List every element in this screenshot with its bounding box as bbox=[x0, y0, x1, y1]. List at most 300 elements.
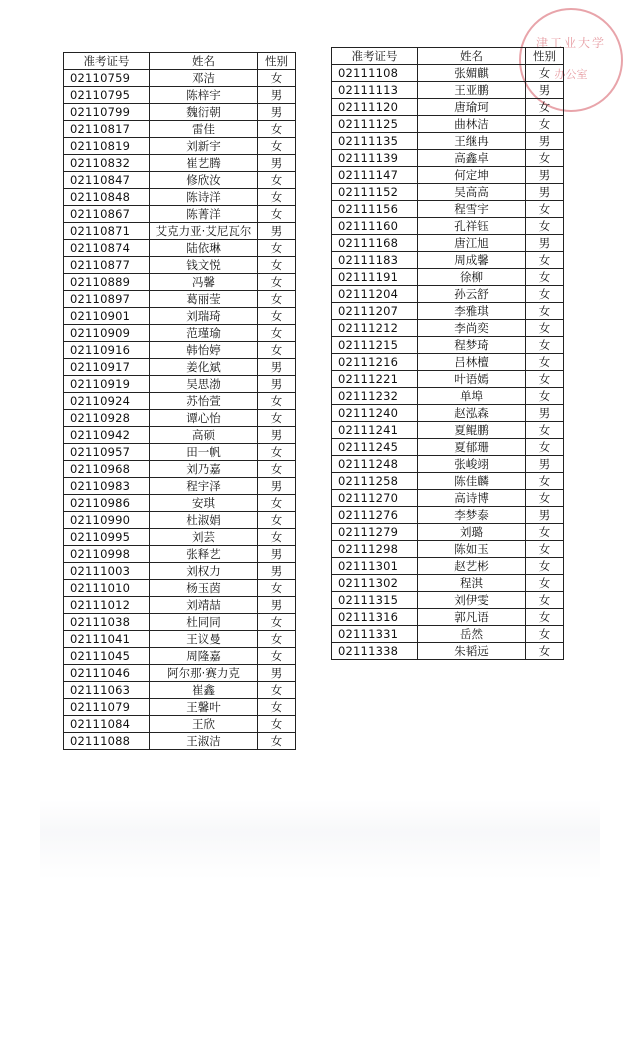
cell-gender: 女 bbox=[258, 342, 296, 359]
cell-gender: 女 bbox=[258, 172, 296, 189]
cell-gender: 女 bbox=[258, 733, 296, 750]
table-row bbox=[332, 490, 564, 507]
cell-gender: 女 bbox=[526, 252, 564, 269]
table-row bbox=[64, 648, 296, 665]
cell-gender: 女 bbox=[526, 99, 564, 116]
cell-exam-id: 02111063 bbox=[64, 682, 150, 699]
cell-gender: 男 bbox=[258, 87, 296, 104]
cell-gender: 女 bbox=[258, 716, 296, 733]
cell-exam-id: 02110874 bbox=[64, 240, 150, 257]
cell-exam-id: 02111160 bbox=[332, 218, 418, 235]
cell-exam-id: 02110942 bbox=[64, 427, 150, 444]
cell-gender: 男 bbox=[258, 376, 296, 393]
table-row bbox=[332, 167, 564, 184]
table-row bbox=[64, 682, 296, 699]
cell-gender: 女 bbox=[526, 354, 564, 371]
cell-exam-id: 02111279 bbox=[332, 524, 418, 541]
cell-name: 孙云舒 bbox=[418, 286, 526, 303]
cell-name: 唐瑜珂 bbox=[418, 99, 526, 116]
table-row bbox=[64, 189, 296, 206]
table-row bbox=[64, 138, 296, 155]
cell-gender: 女 bbox=[258, 274, 296, 291]
table-row bbox=[332, 575, 564, 592]
cell-gender: 男 bbox=[258, 359, 296, 376]
cell-gender: 女 bbox=[258, 308, 296, 325]
table-row bbox=[64, 444, 296, 461]
table-row bbox=[64, 495, 296, 512]
cell-exam-id: 02110909 bbox=[64, 325, 150, 342]
cell-exam-id: 02110986 bbox=[64, 495, 150, 512]
cell-gender: 女 bbox=[258, 461, 296, 478]
cell-name: 刘靖喆 bbox=[150, 597, 258, 614]
cell-name: 田一帆 bbox=[150, 444, 258, 461]
cell-name: 陆依琳 bbox=[150, 240, 258, 257]
table-row bbox=[64, 240, 296, 257]
cell-exam-id: 02111212 bbox=[332, 320, 418, 337]
cell-exam-id: 02111276 bbox=[332, 507, 418, 524]
cell-exam-id: 02111125 bbox=[332, 116, 418, 133]
scan-shading bbox=[40, 800, 600, 880]
cell-exam-id: 02111207 bbox=[332, 303, 418, 320]
cell-gender: 女 bbox=[258, 206, 296, 223]
cell-name: 苏怡萱 bbox=[150, 393, 258, 410]
table-row bbox=[64, 376, 296, 393]
table-row bbox=[64, 563, 296, 580]
cell-exam-id: 02111003 bbox=[64, 563, 150, 580]
cell-gender: 男 bbox=[526, 507, 564, 524]
table-row bbox=[64, 155, 296, 172]
cell-name: 雷佳 bbox=[150, 121, 258, 138]
table-row bbox=[64, 631, 296, 648]
cell-exam-id: 02111168 bbox=[332, 235, 418, 252]
cell-gender: 女 bbox=[526, 65, 564, 82]
cell-name: 张峻翊 bbox=[418, 456, 526, 473]
cell-gender: 女 bbox=[526, 422, 564, 439]
cell-name: 陈梓宇 bbox=[150, 87, 258, 104]
roster-table-right bbox=[331, 47, 564, 660]
cell-name: 谭心怡 bbox=[150, 410, 258, 427]
table-row bbox=[64, 512, 296, 529]
cell-name: 夏鲲鹏 bbox=[418, 422, 526, 439]
cell-name: 赵泓森 bbox=[418, 405, 526, 422]
cell-name: 修欣汝 bbox=[150, 172, 258, 189]
cell-gender: 女 bbox=[258, 138, 296, 155]
cell-name: 高诗博 bbox=[418, 490, 526, 507]
cell-exam-id: 02111302 bbox=[332, 575, 418, 592]
cell-name: 王欣 bbox=[150, 716, 258, 733]
table-row bbox=[332, 592, 564, 609]
cell-gender: 女 bbox=[258, 189, 296, 206]
table-row bbox=[332, 218, 564, 235]
cell-exam-id: 02110832 bbox=[64, 155, 150, 172]
cell-name: 范瑾瑜 bbox=[150, 325, 258, 342]
cell-exam-id: 02111331 bbox=[332, 626, 418, 643]
cell-name: 李尚奕 bbox=[418, 320, 526, 337]
table-row bbox=[332, 252, 564, 269]
cell-exam-id: 02111108 bbox=[332, 65, 418, 82]
table-row bbox=[332, 609, 564, 626]
cell-gender: 女 bbox=[526, 541, 564, 558]
cell-exam-id: 02111139 bbox=[332, 150, 418, 167]
cell-exam-id: 02110848 bbox=[64, 189, 150, 206]
table-row bbox=[332, 558, 564, 575]
cell-gender: 女 bbox=[526, 473, 564, 490]
cell-exam-id: 02111316 bbox=[332, 609, 418, 626]
cell-gender: 女 bbox=[258, 699, 296, 716]
cell-gender: 女 bbox=[526, 609, 564, 626]
cell-gender: 男 bbox=[258, 546, 296, 563]
cell-name: 周隆嘉 bbox=[150, 648, 258, 665]
cell-gender: 女 bbox=[526, 303, 564, 320]
cell-exam-id: 02110889 bbox=[64, 274, 150, 291]
cell-exam-id: 02110867 bbox=[64, 206, 150, 223]
cell-exam-id: 02111232 bbox=[332, 388, 418, 405]
cell-name: 陈诗洋 bbox=[150, 189, 258, 206]
table-row bbox=[64, 546, 296, 563]
table-row bbox=[64, 206, 296, 223]
cell-gender: 女 bbox=[526, 269, 564, 286]
cell-name: 刘芸 bbox=[150, 529, 258, 546]
cell-exam-id: 02110919 bbox=[64, 376, 150, 393]
table-row bbox=[332, 201, 564, 218]
cell-name: 周成馨 bbox=[418, 252, 526, 269]
table-row bbox=[332, 65, 564, 82]
header-exam-id: 准考证号 bbox=[64, 53, 150, 70]
cell-gender: 女 bbox=[526, 116, 564, 133]
cell-exam-id: 02111156 bbox=[332, 201, 418, 218]
table-row bbox=[64, 70, 296, 87]
table-row bbox=[64, 359, 296, 376]
table-row bbox=[332, 439, 564, 456]
cell-name: 岳然 bbox=[418, 626, 526, 643]
cell-exam-id: 02111245 bbox=[332, 439, 418, 456]
cell-name: 刘新宇 bbox=[150, 138, 258, 155]
cell-gender: 男 bbox=[258, 427, 296, 444]
cell-name: 吴高高 bbox=[418, 184, 526, 201]
cell-gender: 女 bbox=[526, 626, 564, 643]
cell-name: 王议曼 bbox=[150, 631, 258, 648]
cell-name: 陈如玉 bbox=[418, 541, 526, 558]
table-row bbox=[332, 541, 564, 558]
cell-exam-id: 02111088 bbox=[64, 733, 150, 750]
table-row bbox=[332, 473, 564, 490]
cell-gender: 女 bbox=[258, 529, 296, 546]
roster-table-left bbox=[63, 52, 296, 750]
cell-gender: 男 bbox=[526, 167, 564, 184]
cell-name: 吕林檀 bbox=[418, 354, 526, 371]
cell-gender: 男 bbox=[258, 478, 296, 495]
cell-gender: 女 bbox=[526, 337, 564, 354]
cell-name: 唐江旭 bbox=[418, 235, 526, 252]
cell-gender: 男 bbox=[526, 405, 564, 422]
cell-gender: 女 bbox=[526, 218, 564, 235]
table-row bbox=[332, 150, 564, 167]
cell-exam-id: 02111079 bbox=[64, 699, 150, 716]
cell-gender: 女 bbox=[526, 150, 564, 167]
cell-exam-id: 02111012 bbox=[64, 597, 150, 614]
cell-name: 张媚麒 bbox=[418, 65, 526, 82]
header-gender: 性别 bbox=[258, 53, 296, 70]
table-row bbox=[64, 257, 296, 274]
table-header-row bbox=[64, 53, 296, 70]
cell-name: 赵艺彬 bbox=[418, 558, 526, 575]
table-row bbox=[64, 716, 296, 733]
cell-gender: 男 bbox=[258, 104, 296, 121]
cell-exam-id: 02111135 bbox=[332, 133, 418, 150]
cell-exam-id: 02111216 bbox=[332, 354, 418, 371]
table-row bbox=[332, 371, 564, 388]
cell-name: 王亚鹏 bbox=[418, 82, 526, 99]
cell-exam-id: 02111147 bbox=[332, 167, 418, 184]
cell-exam-id: 02111191 bbox=[332, 269, 418, 286]
cell-gender: 女 bbox=[258, 121, 296, 138]
table-row bbox=[64, 393, 296, 410]
cell-gender: 女 bbox=[258, 682, 296, 699]
cell-exam-id: 02111338 bbox=[332, 643, 418, 660]
table-row bbox=[64, 104, 296, 121]
cell-name: 陈佳麟 bbox=[418, 473, 526, 490]
cell-gender: 女 bbox=[526, 320, 564, 337]
cell-gender: 女 bbox=[258, 614, 296, 631]
cell-name: 邓洁 bbox=[150, 70, 258, 87]
cell-exam-id: 02111258 bbox=[332, 473, 418, 490]
table-row bbox=[64, 291, 296, 308]
cell-exam-id: 02111120 bbox=[332, 99, 418, 116]
cell-name: 钱文悦 bbox=[150, 257, 258, 274]
cell-name: 刘璐 bbox=[418, 524, 526, 541]
cell-gender: 女 bbox=[258, 240, 296, 257]
cell-exam-id: 02111038 bbox=[64, 614, 150, 631]
table-row bbox=[64, 325, 296, 342]
header-name: 姓名 bbox=[150, 53, 258, 70]
table-row bbox=[332, 184, 564, 201]
cell-exam-id: 02110799 bbox=[64, 104, 150, 121]
table-row bbox=[332, 388, 564, 405]
cell-gender: 女 bbox=[258, 648, 296, 665]
table-row bbox=[332, 643, 564, 660]
cell-gender: 女 bbox=[526, 286, 564, 303]
cell-gender: 男 bbox=[526, 82, 564, 99]
cell-exam-id: 02110917 bbox=[64, 359, 150, 376]
cell-exam-id: 02110901 bbox=[64, 308, 150, 325]
cell-name: 刘瑞琦 bbox=[150, 308, 258, 325]
cell-gender: 男 bbox=[526, 456, 564, 473]
table-row bbox=[332, 320, 564, 337]
table-row bbox=[64, 478, 296, 495]
cell-gender: 女 bbox=[258, 444, 296, 461]
cell-name: 陈菁洋 bbox=[150, 206, 258, 223]
table-row bbox=[332, 133, 564, 150]
cell-name: 韩怡婷 bbox=[150, 342, 258, 359]
cell-gender: 女 bbox=[526, 490, 564, 507]
cell-name: 徐柳 bbox=[418, 269, 526, 286]
table-row bbox=[64, 342, 296, 359]
cell-name: 杜同同 bbox=[150, 614, 258, 631]
cell-name: 艾克力亚·艾尼瓦尔 bbox=[150, 223, 258, 240]
cell-gender: 男 bbox=[526, 184, 564, 201]
cell-exam-id: 02110819 bbox=[64, 138, 150, 155]
table-row bbox=[64, 223, 296, 240]
cell-exam-id: 02111270 bbox=[332, 490, 418, 507]
table-row bbox=[332, 269, 564, 286]
header-gender: 性别 bbox=[526, 48, 564, 65]
cell-name: 孔祥钰 bbox=[418, 218, 526, 235]
cell-exam-id: 02110928 bbox=[64, 410, 150, 427]
cell-name: 刘权力 bbox=[150, 563, 258, 580]
cell-exam-id: 02110995 bbox=[64, 529, 150, 546]
cell-exam-id: 02111298 bbox=[332, 541, 418, 558]
cell-exam-id: 02111113 bbox=[332, 82, 418, 99]
cell-exam-id: 02110983 bbox=[64, 478, 150, 495]
cell-name: 夏郁珊 bbox=[418, 439, 526, 456]
cell-gender: 女 bbox=[526, 524, 564, 541]
cell-gender: 女 bbox=[526, 643, 564, 660]
cell-exam-id: 02111215 bbox=[332, 337, 418, 354]
cell-gender: 男 bbox=[526, 133, 564, 150]
cell-name: 吴思渤 bbox=[150, 376, 258, 393]
cell-gender: 女 bbox=[526, 558, 564, 575]
table-row bbox=[64, 274, 296, 291]
cell-name: 姜化斌 bbox=[150, 359, 258, 376]
cell-gender: 女 bbox=[258, 631, 296, 648]
table-row bbox=[332, 456, 564, 473]
table-row bbox=[64, 172, 296, 189]
cell-gender: 男 bbox=[526, 235, 564, 252]
cell-exam-id: 02111240 bbox=[332, 405, 418, 422]
cell-exam-id: 02111152 bbox=[332, 184, 418, 201]
table-row bbox=[332, 524, 564, 541]
table-row bbox=[64, 461, 296, 478]
cell-exam-id: 02110847 bbox=[64, 172, 150, 189]
cell-gender: 女 bbox=[526, 201, 564, 218]
cell-name: 李梦泰 bbox=[418, 507, 526, 524]
table-row bbox=[64, 733, 296, 750]
cell-name: 曲林洁 bbox=[418, 116, 526, 133]
cell-gender: 男 bbox=[258, 597, 296, 614]
table-row bbox=[64, 410, 296, 427]
cell-name: 魏衍朝 bbox=[150, 104, 258, 121]
cell-gender: 女 bbox=[258, 512, 296, 529]
header-name: 姓名 bbox=[418, 48, 526, 65]
table-row bbox=[64, 529, 296, 546]
cell-gender: 女 bbox=[258, 495, 296, 512]
cell-name: 高鑫卓 bbox=[418, 150, 526, 167]
cell-exam-id: 02110924 bbox=[64, 393, 150, 410]
cell-name: 朱韬远 bbox=[418, 643, 526, 660]
cell-exam-id: 02111241 bbox=[332, 422, 418, 439]
cell-name: 张释艺 bbox=[150, 546, 258, 563]
table-row bbox=[332, 337, 564, 354]
cell-name: 阿尔那·赛力克 bbox=[150, 665, 258, 682]
cell-name: 王继冉 bbox=[418, 133, 526, 150]
cell-gender: 女 bbox=[258, 70, 296, 87]
cell-name: 高硕 bbox=[150, 427, 258, 444]
table-row bbox=[332, 354, 564, 371]
cell-name: 葛丽莹 bbox=[150, 291, 258, 308]
cell-exam-id: 02111084 bbox=[64, 716, 150, 733]
table-row bbox=[332, 82, 564, 99]
cell-name: 安琪 bbox=[150, 495, 258, 512]
table-row bbox=[332, 422, 564, 439]
table-row bbox=[64, 665, 296, 682]
cell-name: 单埠 bbox=[418, 388, 526, 405]
table-row bbox=[64, 121, 296, 138]
cell-name: 王淑洁 bbox=[150, 733, 258, 750]
header-exam-id: 准考证号 bbox=[332, 48, 418, 65]
cell-gender: 女 bbox=[258, 325, 296, 342]
cell-exam-id: 02111045 bbox=[64, 648, 150, 665]
cell-exam-id: 02110957 bbox=[64, 444, 150, 461]
cell-exam-id: 02110990 bbox=[64, 512, 150, 529]
seal-text: 津工业大学 bbox=[535, 36, 606, 50]
cell-gender: 女 bbox=[526, 388, 564, 405]
cell-exam-id: 02110897 bbox=[64, 291, 150, 308]
cell-gender: 男 bbox=[258, 155, 296, 172]
table-row bbox=[64, 580, 296, 597]
cell-gender: 男 bbox=[258, 665, 296, 682]
cell-exam-id: 02110871 bbox=[64, 223, 150, 240]
cell-exam-id: 02110817 bbox=[64, 121, 150, 138]
cell-exam-id: 02111046 bbox=[64, 665, 150, 682]
cell-name: 叶语嫣 bbox=[418, 371, 526, 388]
cell-gender: 女 bbox=[258, 291, 296, 308]
cell-name: 何定坤 bbox=[418, 167, 526, 184]
cell-name: 冯馨 bbox=[150, 274, 258, 291]
table-row bbox=[64, 427, 296, 444]
cell-exam-id: 02111248 bbox=[332, 456, 418, 473]
cell-gender: 女 bbox=[526, 575, 564, 592]
table-header-row bbox=[332, 48, 564, 65]
table-row bbox=[332, 99, 564, 116]
table-row bbox=[64, 308, 296, 325]
cell-exam-id: 02110795 bbox=[64, 87, 150, 104]
cell-exam-id: 02111315 bbox=[332, 592, 418, 609]
cell-gender: 女 bbox=[258, 257, 296, 274]
cell-gender: 男 bbox=[258, 563, 296, 580]
cell-gender: 女 bbox=[526, 371, 564, 388]
cell-name: 刘乃嘉 bbox=[150, 461, 258, 478]
cell-exam-id: 02111183 bbox=[332, 252, 418, 269]
table-row bbox=[64, 87, 296, 104]
table-row bbox=[332, 235, 564, 252]
cell-exam-id: 02111041 bbox=[64, 631, 150, 648]
cell-gender: 女 bbox=[258, 580, 296, 597]
cell-gender: 女 bbox=[526, 592, 564, 609]
table-row bbox=[64, 597, 296, 614]
cell-name: 崔鑫 bbox=[150, 682, 258, 699]
cell-name: 郭凡语 bbox=[418, 609, 526, 626]
cell-name: 程宇泽 bbox=[150, 478, 258, 495]
table-row bbox=[332, 116, 564, 133]
cell-name: 杨玉茵 bbox=[150, 580, 258, 597]
cell-name: 王馨叶 bbox=[150, 699, 258, 716]
cell-name: 李雅琪 bbox=[418, 303, 526, 320]
seal-subtext: 办公室 bbox=[554, 68, 588, 81]
cell-exam-id: 02110759 bbox=[64, 70, 150, 87]
cell-name: 杜淑娟 bbox=[150, 512, 258, 529]
table-row bbox=[64, 699, 296, 716]
cell-name: 刘伊雯 bbox=[418, 592, 526, 609]
table-row bbox=[332, 303, 564, 320]
cell-exam-id: 02110968 bbox=[64, 461, 150, 478]
cell-exam-id: 02111301 bbox=[332, 558, 418, 575]
table-row bbox=[332, 286, 564, 303]
cell-exam-id: 02110916 bbox=[64, 342, 150, 359]
cell-gender: 女 bbox=[258, 410, 296, 427]
cell-name: 程雪宇 bbox=[418, 201, 526, 218]
table-row bbox=[332, 405, 564, 422]
table-row bbox=[332, 507, 564, 524]
